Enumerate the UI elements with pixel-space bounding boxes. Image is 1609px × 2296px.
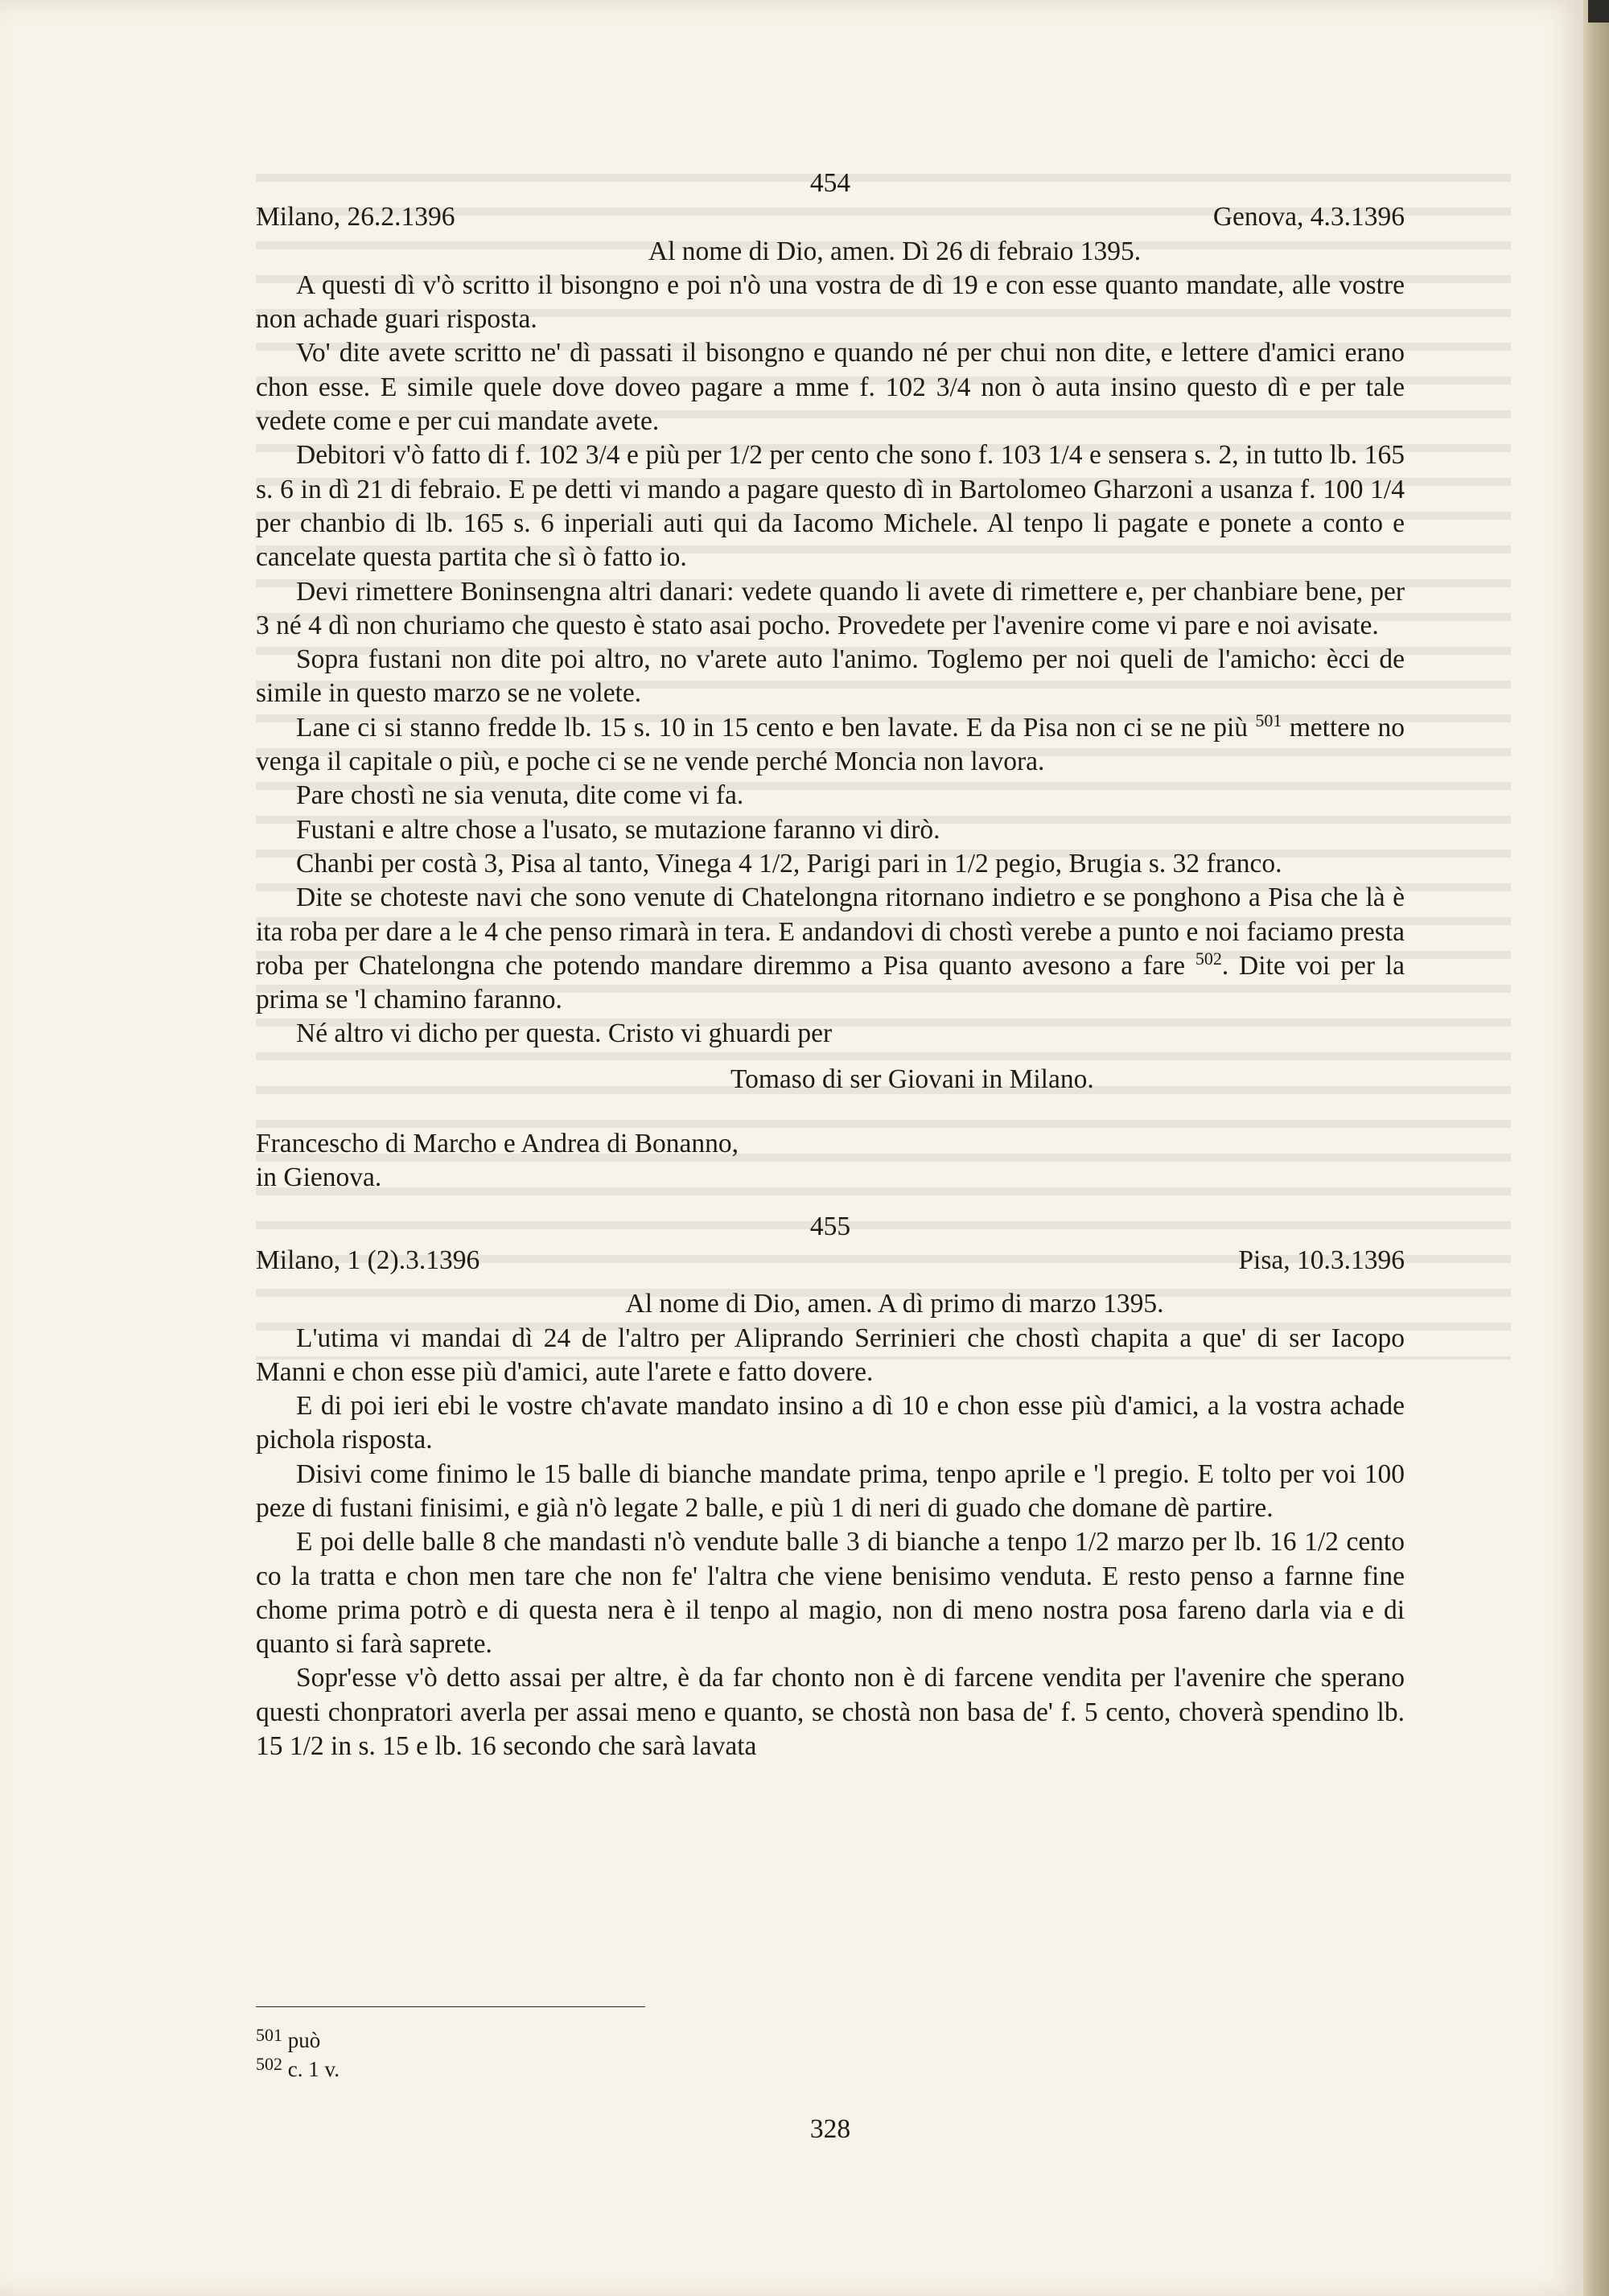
page-number: 328 [809,2114,851,2144]
footnotes [256,2026,339,2084]
paragraph-text: Dite se choteste navi che sono venute di Chatelongna ritornano indietro e se ponghono a Pisa che là è ita roba per dare a le 4 che penso rimarà in tera. E andandovi di chostì verebe a punto e noi faciamo presta roba per Chatelongna che potendo mandare diremmo a Pisa quanto avesono a fare [256,883,1405,981]
paragraph: E di poi ieri ebi le vostre ch'avate mandato insino a dì 10 e chon esse più d'amici, a la vostra achade pichola risposta. [256,1391,1405,1455]
letter-header [256,1244,1405,1278]
letter-number: 455 [809,1211,851,1241]
footnote-mark: 502 [256,2054,282,2074]
paragraph: Sopra fustani non dite poi altro, no v'arete auto l'animo. Toglemo per noi queli de l'amicho: ècci de simile in questo marzo se ne volete. [256,644,1405,709]
paragraph-text: Lane ci si stanno fredde lb. 15 s. 10 in 15 cento e ben lavate. E da Pisa non ci se ne più [296,712,1256,743]
paragraph: Disivi come finimo le 15 balle di bianche mandate prima, tenpo aprile e 'l pregio. E tolto per voi 100 peze di fustani finisimi, e già n'ò legate 2 balle, e più 1 di neri di guado che domane dè partire. [256,1459,1405,1523]
main-text [256,167,1405,1763]
paragraph-text: . Dite voi per la prima se 'l chamino faranno. [256,950,1405,1015]
salutation: Al nome di Dio, amen. A dì primo di marzo 1395. [625,1289,1164,1319]
page-edge [1583,0,1609,2296]
letter-number: 454 [809,168,851,198]
letter-header [256,200,1405,234]
paragraph: Fustani e altre chose a l'usato, se mutazione faranno vi dirò. [296,814,940,845]
paragraph: L'utima vi mandai dì 24 de l'altro per Aliprando Serrinieri che chostì chapita a que' di ser Iacopo Manni e chon esse più d'amici, aute l'arete e fatto dovere. [256,1323,1405,1387]
paragraph: Devi rimettere Boninsengna altri danari: vedete quando li avete di rimettere e, per chanbiare bene, per 3 né 4 dì non churiamo che questo è stato asai pocho. Provedete per l'avenire come vi pare e noi avisate. [256,576,1405,640]
paragraph: E poi delle balle 8 che mandasti n'ò vendute balle 3 di bianche a tenpo 1/2 marzo per lb. 16 1/2 cento co la tratta e chon men tare che non fe' l'altra che viene benisimo venduta. E resto penso a farnne fine chome prima potrò e di questa nera è il tenpo al magio, non di meno nostra posa fareno darla via e di quanto si farà saprete. [256,1527,1405,1660]
paragraph: Chanbi per costà 3, Pisa al tanto, Vinega 4 1/2, Parigi pari in 1/2 pegio, Brugia s. 32 franco. [296,848,1282,878]
paragraph: A questi dì v'ò scritto il bisongno e poi n'ò una vostra de dì 19 e con esse quanto mandate, alle vostre non achade guari risposta. [256,270,1405,335]
footnote-text: può [287,2028,321,2052]
paragraph: Debitori v'ò fatto di f. 102 3/4 e più per 1/2 per cento che sono f. 103 1/4 e sensera s. 2, in tutto lb. 165 s. 6 in dì 21 di febraio. E pe detti vi mando a pagare questo dì in Bartolomeo Gharzoni a usanza f. 100 1/4 per chanbio di lb. 165 s. 6 inperiali auti qui da Iacomo Michele. Al tenpo li pagate e ponete a conto e cancelate questa partita che sì ò fatto io. [256,440,1405,573]
letter-455 [256,1210,1405,1764]
addressee-line: Francescho di Marcho e Andrea di Bonanno, [256,1129,739,1159]
paragraph: Sopr'esse v'ò detto assai per altre, è da far chonto non è di farcene vendita per l'avenire che sperano questi chonpratori averla per assai meno e quanto, se chostà non basa de' f. 5 cento, choverà spendino lb. 15 1/2 in s. 15 e lb. 16 secondo che sarà lavata [256,1663,1405,1762]
footnote-mark: 501 [256,2025,282,2045]
footnote [256,2026,339,2055]
footnote [256,2055,339,2084]
letter-454 [256,167,1405,1195]
footnote-rule [256,2006,645,2007]
paragraph: Vo' dite avete scritto ne' dì passati il bisongno e quando né per chui non dite, e lettere d'amici erano chon esse. E simile quele dove doveo pagare a mme f. 102 3/4 non ò auta insino questo dì e per tale vedete come e per cui mandate avete. [256,338,1405,437]
signature: Tomaso di ser Giovani in Milano. [730,1064,1094,1094]
receiver-place-date: Pisa, 10.3.1396 [1238,1245,1405,1275]
page-corner-shadow [1588,0,1609,23]
paragraph: Pare chostì ne sia venuta, dite come vi fa. [296,780,744,811]
addressee-line: in Gienova. [256,1162,382,1193]
footnote-text: c. 1 v. [287,2057,339,2081]
receiver-place-date: Genova, 4.3.1396 [1212,202,1405,232]
footnote-ref: 501 [1255,710,1282,730]
paragraph-with-footnote [256,881,1405,1017]
paragraph-text: mettere no venga il capitale o più, e poche ci se ne vende perché Moncia non lavora. [256,712,1405,777]
paragraph-with-footnote [256,711,1405,780]
sender-place-date: Milano, 1 (2).3.1396 [256,1245,480,1275]
sender-place-date: Milano, 26.2.1396 [256,202,455,232]
footnote-ref: 502 [1195,948,1222,969]
salutation: Al nome di Dio, amen. Dì 26 di febraio 1395. [648,236,1142,266]
paragraph: Né altro vi dicho per questa. Cristo vi ghuardi per [296,1018,833,1049]
